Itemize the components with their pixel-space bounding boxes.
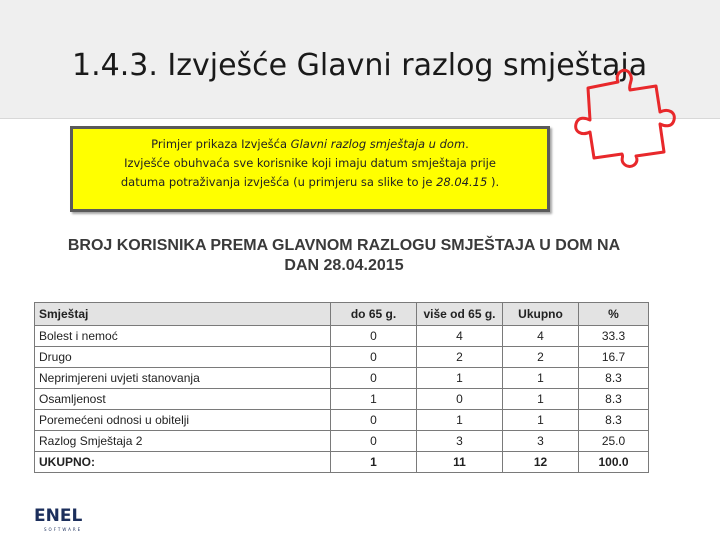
- table-cell: 0: [331, 347, 417, 368]
- table-cell: Razlog Smještaja 2: [35, 431, 331, 452]
- table-cell: 11: [417, 452, 503, 473]
- table-cell: 4: [503, 326, 579, 347]
- table-cell: 1: [331, 389, 417, 410]
- table-cell: 0: [331, 326, 417, 347]
- table-cell: 1: [503, 410, 579, 431]
- table-cell: 2: [417, 347, 503, 368]
- table-cell: 1: [331, 452, 417, 473]
- table-cell: UKUPNO:: [35, 452, 331, 473]
- callout-line-3: datuma potraživanja izvješća (u primjeru sa slike to je 28.04.15 ).: [120, 175, 500, 189]
- report-table: [34, 302, 649, 473]
- column-header: do 65 g.: [331, 303, 417, 326]
- enel-logo: [34, 504, 94, 534]
- table-cell: 3: [417, 431, 503, 452]
- column-header: više od 65 g.: [417, 303, 503, 326]
- logo-subtext: SOFTWARE: [44, 527, 83, 532]
- table-cell: 1: [417, 410, 503, 431]
- table-cell: 25.0: [579, 431, 649, 452]
- table-cell: 100.0: [579, 452, 649, 473]
- report-heading: [34, 236, 654, 276]
- callout-line-2: Izvješće obuhvaća sve korisnike koji imaju datum smještaja prije: [124, 156, 496, 170]
- table-cell: 3: [503, 431, 579, 452]
- table-cell: Drugo: [35, 347, 331, 368]
- table-cell: 33.3: [579, 326, 649, 347]
- column-header: Ukupno: [503, 303, 579, 326]
- info-callout: [70, 126, 550, 212]
- table-cell: 16.7: [579, 347, 649, 368]
- table-cell: Bolest i nemoć: [35, 326, 331, 347]
- table-cell: 0: [331, 410, 417, 431]
- column-header: %: [579, 303, 649, 326]
- table-header-row: [35, 303, 649, 326]
- table-row: [35, 368, 649, 389]
- table-cell: 1: [503, 389, 579, 410]
- slide-title: 1.4.3. Izvješće Glavni razlog smještaja: [72, 48, 648, 83]
- report-heading-line-2: DAN 28.04.2015: [284, 257, 404, 274]
- table-cell: 2: [503, 347, 579, 368]
- table-row: [35, 347, 649, 368]
- column-header: Smještaj: [35, 303, 331, 326]
- table-cell: 12: [503, 452, 579, 473]
- table-row: [35, 326, 649, 347]
- table-cell: 1: [503, 368, 579, 389]
- table-cell: 4: [417, 326, 503, 347]
- puzzle-piece-icon: [560, 60, 690, 170]
- table-cell: 0: [331, 431, 417, 452]
- table-cell: Neprimjereni uvjeti stanovanja: [35, 368, 331, 389]
- table-row: [35, 431, 649, 452]
- report-heading-line-1: BROJ KORISNIKA PREMA GLAVNOM RAZLOGU SMJEŠTAJA U DOM NA: [67, 237, 621, 254]
- table-total-row: [35, 452, 649, 473]
- table-cell: Osamljenost: [35, 389, 331, 410]
- table-cell: 0: [331, 368, 417, 389]
- table-row: [35, 389, 649, 410]
- table-cell: 8.3: [579, 410, 649, 431]
- table-cell: 8.3: [579, 368, 649, 389]
- table-cell: 8.3: [579, 389, 649, 410]
- callout-line-1: Primjer prikaza Izvješća Glavni razlog smještaja u dom.: [151, 137, 469, 151]
- table-row: [35, 410, 649, 431]
- logo-text: ENEL: [34, 506, 83, 526]
- table-cell: 1: [417, 368, 503, 389]
- table-cell: Poremećeni odnosi u obitelji: [35, 410, 331, 431]
- table-cell: 0: [417, 389, 503, 410]
